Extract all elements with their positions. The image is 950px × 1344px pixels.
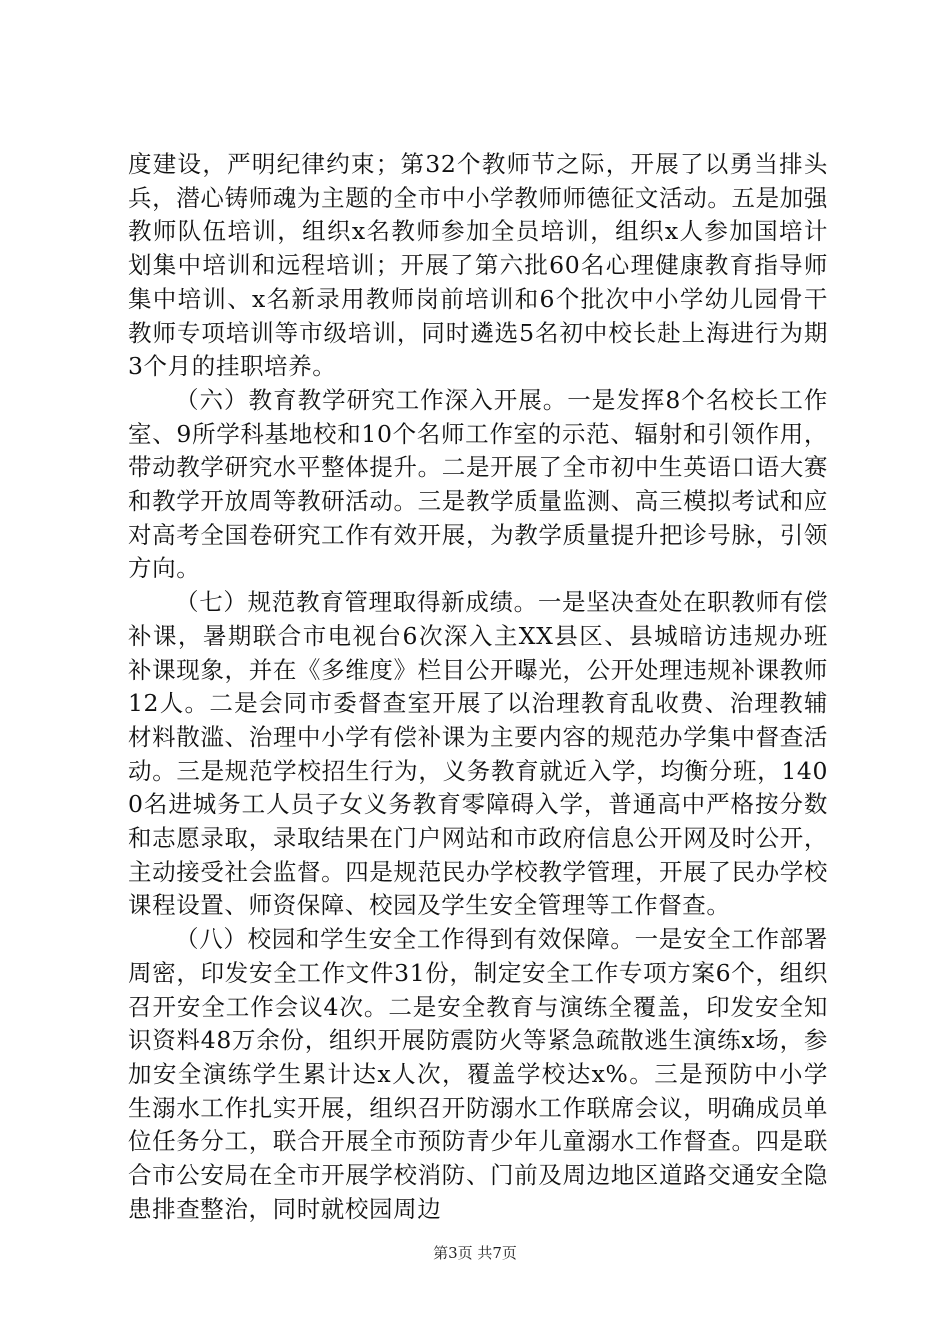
page-number-footer: 第3页 共7页 xyxy=(433,1244,517,1262)
paragraph-section-6: （六）教育教学研究工作深入开展。一是发挥8个名校长工作室、9所学科基地校和10个名师工作室的示范、辐射和引领作用，带动教学研究水平整体提升。二是开展了全市初中生英语口语大赛和教学开放周等教研活动。三是教学质量监测、高三模拟考试和应对高考全国卷研究工作有效开展，为教学质量提升把诊号脉，引领方向。 xyxy=(128,385,828,583)
document-body xyxy=(128,148,828,1227)
paragraph-continuation: 度建设，严明纪律约束；第32个教师节之际，开展了以勇当排头兵，潜心铸师魂为主题的全市中小学教师师德征文活动。五是加强教师队伍培训，组织x名教师参加全员培训，组织x人参加国培计划集中培训和远程培训；开展了第六批60名心理健康教育指导师集中培训、x名新录用教师岗前培训和6个批次中小学幼儿园骨干教师专项培训等市级培训，同时遴选5名初中校长赴上海进行为期3个月的挂职培养。 xyxy=(128,150,828,381)
paragraph-section-7: （七）规范教育管理取得新成绩。一是坚决查处在职教师有偿补课，暑期联合市电视台6次深入主XX县区、县城暗访违规办班补课现象，并在《多维度》栏目公开曝光，公开处理违规补课教师12人。二是会同市委督查室开展了以治理教育乱收费、治理教辅材料散滥、治理中小学有偿补课为主要内容的规范办学集中督查活动。三是规范学校招生行为，义务教育就近入学，均衡分班，1400名进城务工人员子女义务教育零障碍入学，普通高中严格按分数和志愿录取，录取结果在门户网站和市政府信息公开网及时公开，主动接受社会监督。四是规范民办学校教学管理，开展了民办学校课程设置、师资保障、校园及学生安全管理等工作督查。 xyxy=(128,588,828,920)
paragraph-section-8: （八）校园和学生安全工作得到有效保障。一是安全工作部署周密，印发安全工作文件31份，制定安全工作专项方案6个，组织召开安全工作会议4次。二是安全教育与演练全覆盖，印发安全知识资料48万余份，组织开展防震防火等紧急疏散逃生演练x场，参加安全演练学生累计达x人次，覆盖学校达x%。三是预防中小学生溺水工作扎实开展，组织召开防溺水工作联席会议，明确成员单位任务分工，联合开展全市预防青少年儿童溺水工作督查。四是联合市公安局在全市开展学校消防、门前及周边地区道路交通安全隐患排查整治，同时就校园周边 xyxy=(128,925,828,1223)
